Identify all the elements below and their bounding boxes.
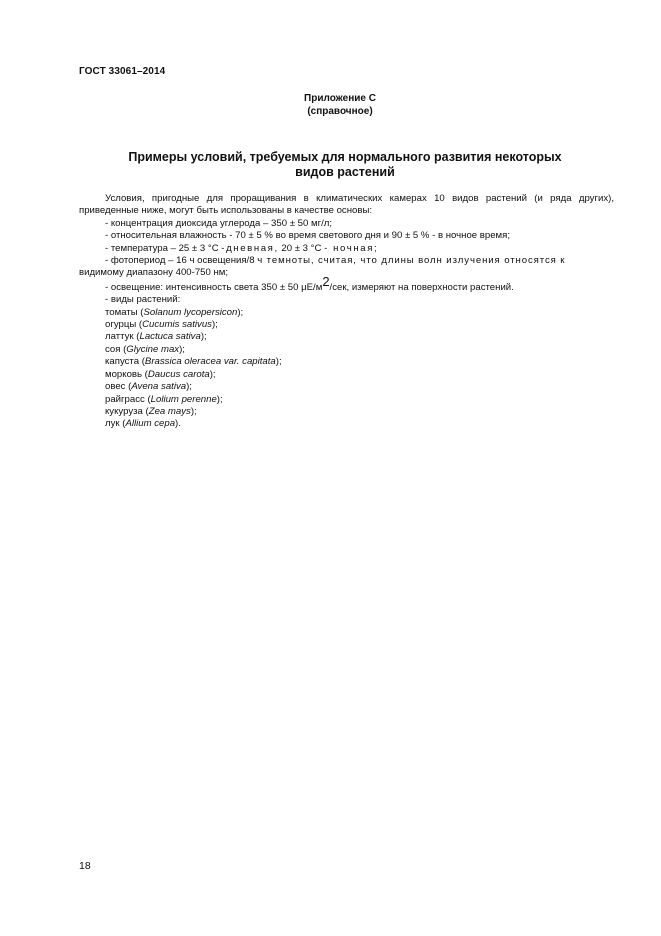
species-latin-name: Lactuca sativa [139,331,201,343]
species-common-name: райграсс ( [105,393,151,405]
species-item [79,331,614,343]
species-item [79,307,614,319]
species-latin-name: Lolium perenne [150,393,217,405]
temperature-text-b: 20 ± 3 °С [278,242,325,254]
section-title-line-2: видов растений [295,165,395,179]
species-common-name: лук ( [105,418,126,430]
species-label: - виды растений: [105,294,181,306]
temperature-night: - ночная; [324,242,379,254]
photoperiod-text-a: - фотопериод – 16 ч освещения/8 [105,255,258,267]
species-item [79,369,614,381]
species-latin-name: Cucumis sativus [142,319,212,331]
intro-paragraph: Условия, пригодные для проращивания в климатических камерах 10 видов растений (и ряда других), приведенные ниже, могут быть использованы в качестве основы: [79,193,614,217]
species-punctuation: ); [190,405,197,417]
species-item [79,394,614,406]
document-code: ГОСТ 33061–2014 [79,66,166,77]
condition-humidity: - относительная влажность - 70 ± 5 % во время светового дня и 90 ± 5 % - в ночное время; [105,230,511,242]
condition-temperature [79,243,614,255]
species-punctuation: ); [275,356,282,368]
species-latin-name: Allium cepa [125,418,176,430]
species-latin-name: Avena sativa [131,381,187,393]
appendix-title: Приложение С [304,93,376,104]
species-common-name: кукуруза ( [105,405,149,417]
species-punctuation: ); [179,343,185,355]
species-common-name: огурцы ( [105,319,143,331]
condition-co2: - концентрация диоксида углерода – 350 ± 50 мг/л; [105,217,332,229]
temperature-day: -дневная, [221,242,279,254]
lighting-superscript: 2 [322,273,330,289]
species-punctuation: ); [237,306,244,318]
species-punctuation: ); [209,368,216,380]
section-title [110,150,580,180]
species-list [79,307,614,431]
document-body [79,193,614,431]
species-common-name: латтук ( [105,331,140,343]
lighting-text-b: /сек, измеряют на поверхности растений. [329,281,514,293]
temperature-text-a: - температура – 25 ± 3 °С [105,242,222,254]
condition-photoperiod [79,255,614,267]
species-item [79,344,614,356]
species-punctuation: ). [175,418,181,430]
appendix-subtitle: (справочное) [307,106,373,117]
species-common-name: морковь ( [105,368,148,380]
species-latin-name: Zea mays [148,405,191,417]
species-common-name: капуста ( [105,356,145,368]
species-item [79,418,614,430]
species-latin-name: Glycine max [126,343,180,355]
photoperiod-spaced: ч темноты, считая, что длины волн излучения относятся к [257,255,566,267]
appendix-heading [300,92,380,118]
species-common-name: овес ( [105,381,132,393]
page-number: 18 [79,860,91,872]
species-punctuation: ); [211,319,218,331]
species-common-name: томаты ( [105,306,144,318]
lighting-text-a: - освещение: интенсивность света 350 ± 50 μЕ/м [105,281,323,293]
species-item [79,381,614,393]
species-punctuation: ); [186,381,192,393]
species-item [79,356,614,368]
species-common-name: соя ( [105,343,127,355]
species-latin-name: Daucus carota [147,368,210,380]
species-item [79,319,614,331]
condition-photoperiod-cont: видимому диапазону 400-750 нм; [79,267,229,279]
section-title-line-1: Примеры условий, требуемых для нормального развития некоторых [128,150,562,164]
species-latin-name: Solanum lycopersicon [143,306,238,318]
species-punctuation: ); [216,393,223,405]
species-latin-name: Brassica oleracea var. capitata [144,356,276,368]
species-item [79,406,614,418]
species-punctuation: ); [200,331,207,343]
